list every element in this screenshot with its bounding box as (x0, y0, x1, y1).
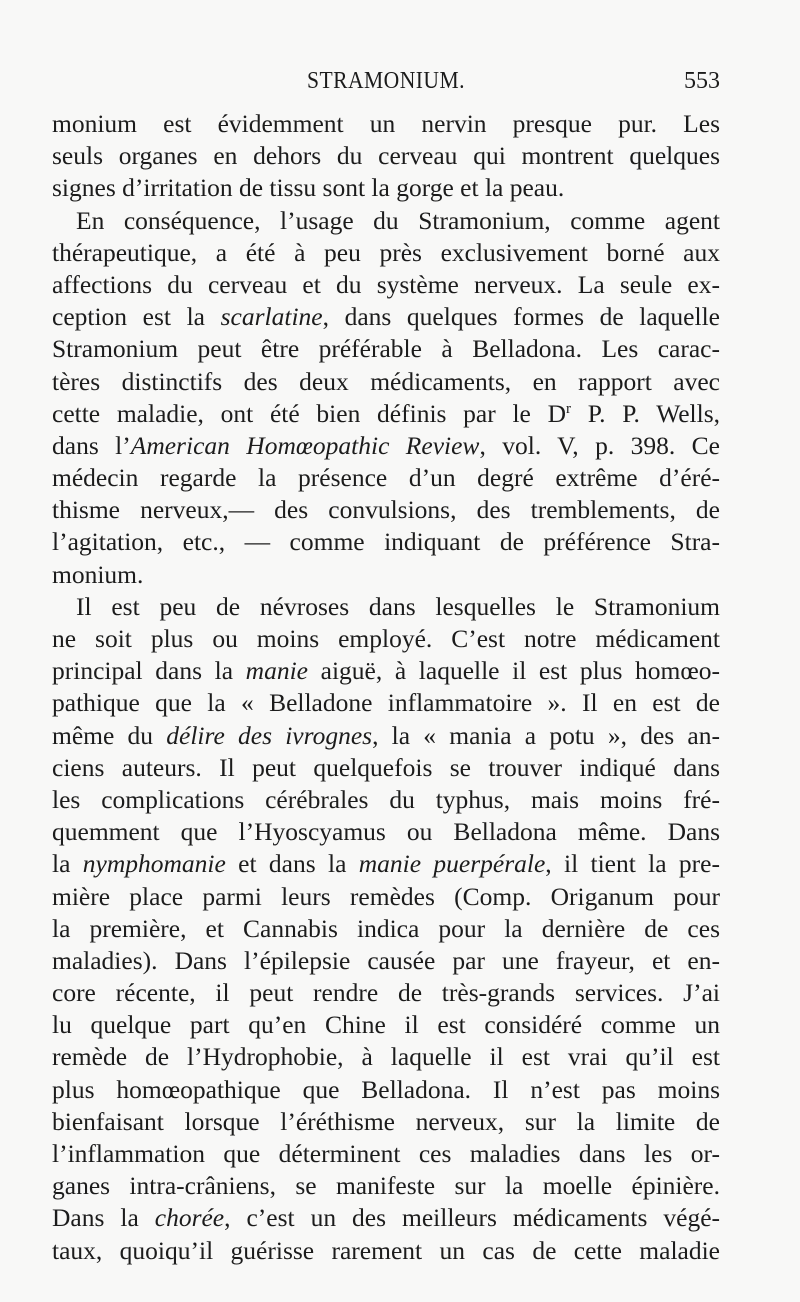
text-segment: quemment que l’Hyoscyamus ou Belladona même. Dans (52, 817, 720, 847)
italic-term: chorée (154, 1203, 225, 1233)
text-segment: dans l’ (52, 430, 131, 460)
text-segment: plus homœopathique que Belladona. Il n’est pas moins (52, 1074, 720, 1104)
text-segment: la (52, 849, 83, 879)
text-line (52, 848, 720, 880)
text-line (52, 1074, 720, 1106)
text-line (52, 1170, 720, 1202)
text-line (52, 881, 720, 913)
page-number: 553 (684, 68, 720, 94)
text-segment: l’agitation, etc., — comme indiquant de préférence Stra- (52, 527, 720, 557)
text-segment: signes d’irritation de tissu sont la gorge et la peau. (52, 173, 565, 203)
text-line (52, 591, 720, 623)
text-segment: même du (52, 720, 167, 750)
text-segment: Stramonium peut être préférable à Belladona. Les carac- (52, 334, 720, 364)
text-segment: la première, et Cannabis indica pour la dernière de ces (52, 913, 720, 943)
running-title: STRAMONIUM. (307, 68, 465, 94)
text-segment: , c’est un des meilleurs médicaments végé- (224, 1203, 720, 1233)
italic-term: manie puerpérale (358, 849, 546, 879)
text-line (52, 752, 720, 784)
text-line (52, 977, 720, 1009)
text-segment: tères distinctifs des deux médicaments, en rapport avec (52, 366, 720, 396)
text-line (52, 398, 720, 430)
text-line (52, 269, 720, 301)
text-segment: taux, quoiqu’il guérisse rarement un cas de cette maladie (52, 1235, 720, 1265)
text-segment: monium. (52, 559, 144, 589)
text-line (52, 172, 720, 204)
text-line (52, 720, 720, 752)
text-segment: thérapeutique, a été à peu près exclusivement borné aux (52, 237, 720, 267)
text-line (52, 108, 720, 140)
text-line (52, 559, 720, 591)
text-segment: lu quelque part qu’en Chine il est considéré comme un (52, 1010, 720, 1040)
text-segment: , dans quelques formes de laquelle (322, 302, 720, 332)
text-line (52, 526, 720, 558)
text-line (52, 205, 720, 237)
text-segment: monium est évidemment un nervin presque pur. Les (52, 109, 720, 138)
text-segment: , il tient la pre- (545, 849, 720, 879)
italic-term: American Homœopathic Review (130, 430, 480, 460)
text-segment: P. P. Wells, (571, 398, 720, 428)
text-segment: thisme nerveux,— des convulsions, des tremblements, de (52, 495, 720, 525)
text-segment: cette maladie, ont été bien définis par le D (52, 398, 567, 428)
text-line (52, 655, 720, 687)
text-line (52, 1202, 720, 1234)
text-segment: les complications cérébrales du typhus, mais moins fré- (52, 784, 720, 814)
text-segment: principal dans la (52, 656, 246, 686)
text-line (52, 237, 720, 269)
text-line (52, 494, 720, 526)
text-segment: , la « mania a potu », des an- (372, 720, 720, 750)
text-segment: , vol. V, p. 398. Ce (479, 430, 720, 460)
text-line (52, 1009, 720, 1041)
text-segment: ception est la (52, 302, 221, 332)
text-segment: aiguë, à laquelle il est plus homœo- (308, 656, 720, 686)
text-segment: En conséquence, l’usage du Stramonium, comme agent (76, 205, 720, 235)
text-segment: médecin regarde la présence d’un degré extrême d’éré- (52, 463, 720, 493)
text-segment: l’inflammation que déterminent ces maladies dans les or- (52, 1139, 720, 1168)
text-segment: affections du cerveau et du système nerveux. La seule ex- (52, 269, 720, 299)
text-line (52, 462, 720, 494)
superscript: r (566, 400, 572, 417)
text-line (52, 945, 720, 977)
text-segment: ciens auteurs. Il peut quelquefois se trouver indiqué dans (52, 752, 720, 782)
text-line (52, 366, 720, 398)
text-line (52, 913, 720, 945)
text-segment: remède de l’Hydrophobie, à laquelle il est vrai qu’il est (52, 1042, 720, 1072)
text-segment: et dans la (225, 849, 359, 879)
italic-term: scarlatine (220, 302, 323, 332)
text-segment: seuls organes en dehors du cerveau qui montrent quelques (52, 141, 720, 171)
text-segment: maladies). Dans l’épilepsie causée par une frayeur, et en- (52, 945, 720, 975)
text-line (52, 816, 720, 848)
italic-term: manie (245, 656, 308, 686)
text-line (52, 1106, 720, 1138)
text-line (52, 687, 720, 719)
text-line (52, 333, 720, 365)
text-line (52, 430, 720, 462)
text-line (52, 1138, 720, 1170)
text-line (52, 1041, 720, 1073)
italic-term: nymphomanie (82, 849, 226, 879)
text-line (52, 1235, 720, 1267)
text-segment: ganes intra-crâniens, se manifeste sur la moelle épinière. (52, 1171, 720, 1201)
italic-term: délire des ivrognes (166, 720, 373, 750)
text-segment: Il est peu de névroses dans lesquelles le Stramonium (76, 591, 720, 621)
text-segment: bienfaisant lorsque l’éréthisme nerveux, sur la limite de (52, 1106, 720, 1136)
text-segment: pathique que la « Belladone inflammatoire ». Il en est de (52, 688, 720, 718)
text-line (52, 623, 720, 655)
text-line (52, 301, 720, 333)
text-segment: ne soit plus ou moins employé. C’est notre médicament (52, 624, 720, 653)
body-text (52, 108, 720, 1267)
text-segment: core récente, il peut rendre de très-grands services. J’ai (52, 978, 720, 1008)
text-line (52, 140, 720, 172)
text-line (52, 784, 720, 816)
page-header (52, 68, 720, 108)
text-segment: mière place parmi leurs remèdes (Comp. Origanum pour (52, 881, 720, 911)
text-segment: Dans la (52, 1203, 155, 1233)
